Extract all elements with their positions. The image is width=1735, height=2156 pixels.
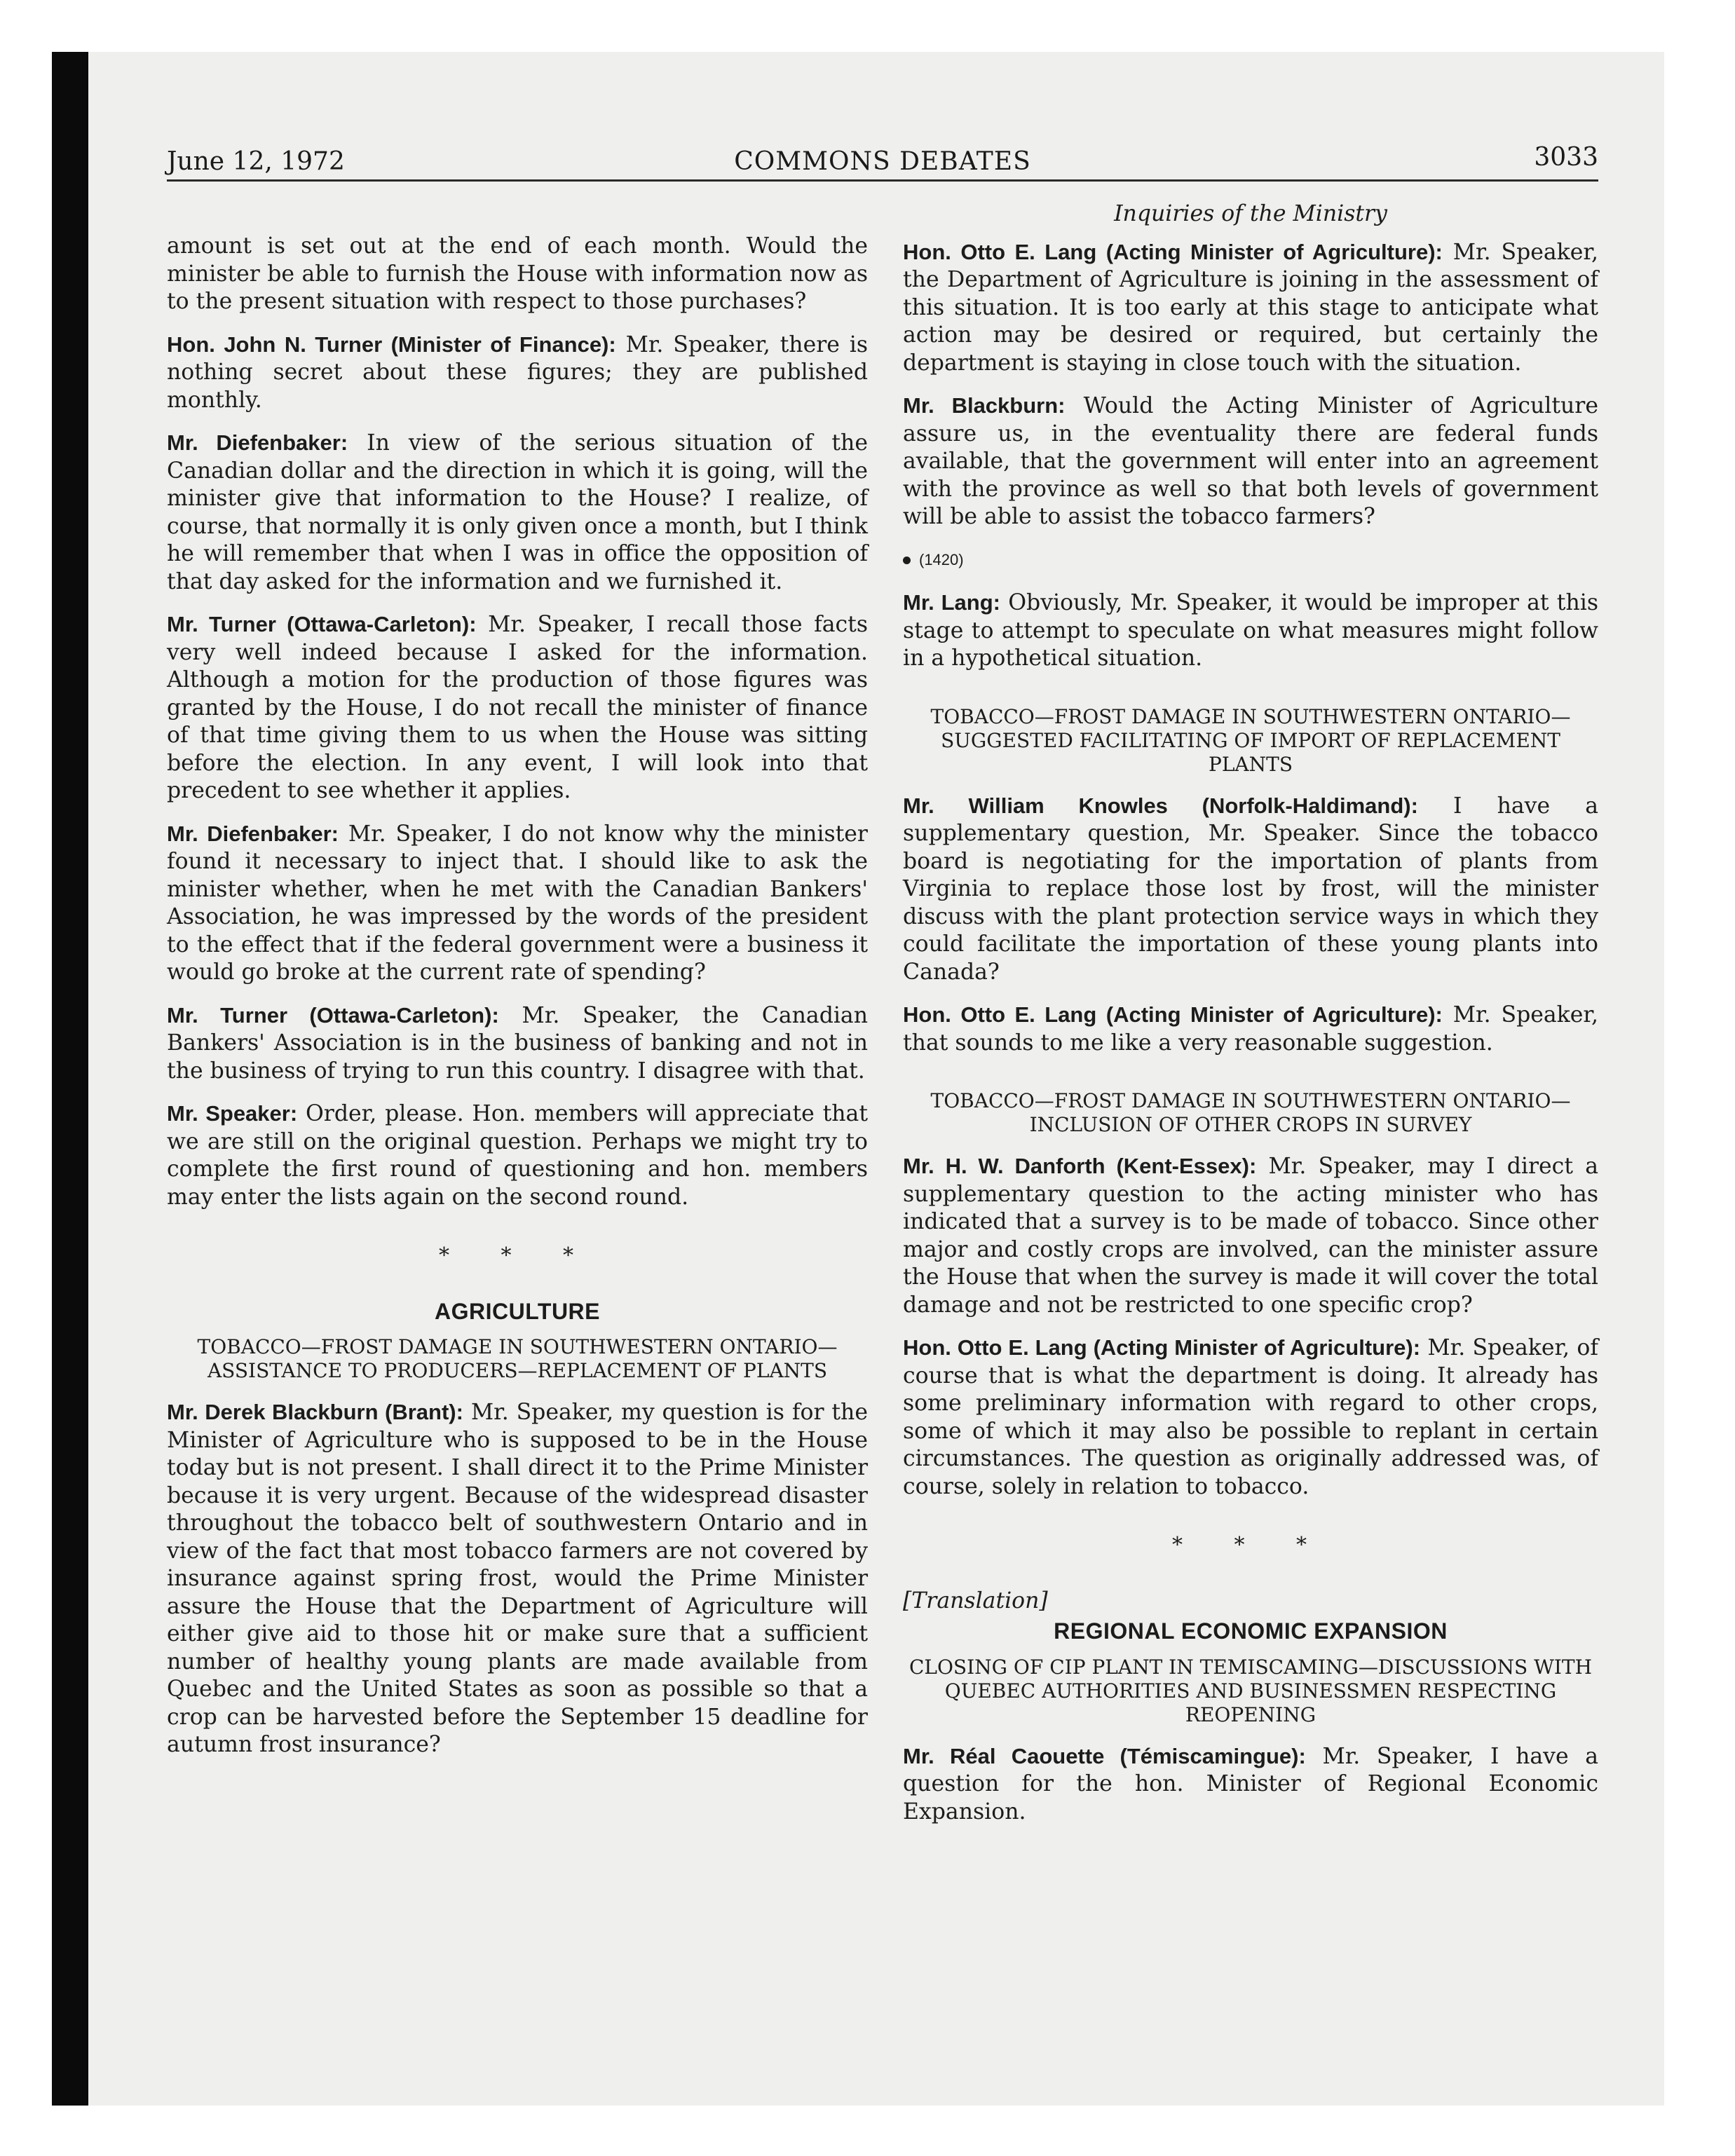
speaker-name: Mr. Derek Blackburn (Brant):: [167, 1400, 463, 1424]
paragraph-text: amount is set out at the end of each month. Would the minister be able to furnish the House with information now as to the present situation with respect to those purchases?: [167, 233, 868, 314]
translation-note: [Translation]: [903, 1588, 1048, 1613]
paragraph: [167, 820, 868, 987]
header-title: COMMONS DEBATES: [734, 147, 1031, 176]
paragraph: [903, 238, 1598, 378]
speaker-name: Mr. Lang:: [903, 590, 1000, 615]
subheading: TOBACCO—FROST DAMAGE IN SOUTHWESTERN ONTARIO—INCLUSION OF OTHER CROPS IN SURVEY: [930, 1089, 1571, 1136]
paragraph: [167, 429, 868, 596]
header-rule: [167, 179, 1598, 182]
paragraph: [167, 1002, 868, 1086]
paragraph: [167, 610, 868, 805]
speaker-name: Hon. Otto E. Lang (Acting Minister of Agriculture):: [903, 1002, 1443, 1027]
speech-text: Mr. Speaker, I recall those facts very well indeed because I asked for the information. Although a motion for the production of those figures was granted by the House, I do not recall the minister of finance of that time giving them to us when the House was sitting before the election. In any event, I will look into that precedent to see whether it applies.: [167, 612, 868, 803]
speaker-name: Mr. H. W. Danforth (Kent-Essex):: [903, 1154, 1257, 1178]
paragraph: [167, 331, 868, 415]
page-header: [167, 140, 1598, 179]
section-separator: * * *: [438, 1243, 597, 1268]
speaker-name: Mr. Speaker:: [167, 1101, 298, 1126]
speaker-name: Hon. Otto E. Lang (Acting Minister of Agriculture):: [903, 239, 1443, 264]
speech-text: Mr. Speaker, the Canadian Bankers' Association is in the business of banking and not in the business of trying to run this country. I disagree with that.: [167, 1002, 868, 1084]
binding-edge: [52, 52, 88, 2106]
speech-text: Mr. Speaker, my question is for the Minister of Agriculture who is supposed to be in the House today but is not present. I shall direct it to the Prime Minister because it is very urgent. Because of the widespread disaster throughout the tobacco belt of southwestern Ontario and in view of the fact that most tobacco farmers are not covered by insurance against spring frost, would the Prime Minister assure the House that the Department of Agriculture will either give aid to those hit or make sure that a sufficient number of healthy young plants are made available from Quebec and the United States as soon as possible so that a crop can be harvested before the September 15 deadline for autumn frost insurance?: [167, 1400, 868, 1757]
speech-text: Mr. Speaker, there is nothing secret about these figures; they are published monthly.: [167, 332, 869, 413]
subheading: CLOSING OF CIP PLANT IN TEMISCAMING—DISCUSSIONS WITH QUEBEC AUTHORITIES AND BUSINESSMEN RESPECTING REOPENING: [909, 1655, 1593, 1726]
speech-text: Would the Acting Minister of Agriculture assure us, in the eventuality there are federal funds available, that the government will enter into an agreement with the province as well so that both levels of government will be able to assist the tobacco farmers?: [903, 393, 1599, 529]
speech-text: Mr. Speaker, the Department of Agriculture is joining in the assessment of this situation. It is too early at this stage to anticipate what action may be desired or required, but certainly the department is staying in close touch with the situation.: [903, 239, 1598, 376]
paragraph: [903, 392, 1598, 531]
speaker-name: Mr. William Knowles (Norfolk-Haldimand):: [903, 793, 1418, 818]
speech-text: I have a supplementary question, Mr. Speaker. Since the tobacco board is negotiating for the importation of plants from Virginia to replace those lost by frost, will the minister discuss with the plant protection service ways in which they could facilitate the importation of these young plants into Canada?: [903, 793, 1598, 985]
speaker-name: Mr. Turner (Ottawa-Carleton):: [167, 1002, 499, 1028]
speech-text: Mr. Speaker, I have a question for the hon. Minister of Regional Economic Expansion.: [903, 1743, 1598, 1824]
speech-text: Mr. Speaker, I do not know why the minister found it necessary to inject that. I should like to ask the minister whether, when he met with the Canadian Bankers' Association, he was impressed by the words of the president to the effect that if the federal government were a business it would go broke at the current rate of spending?: [167, 821, 868, 985]
paragraph: [167, 233, 868, 316]
section-separator: * * *: [1171, 1533, 1330, 1557]
speech-text: Mr. Speaker, of course that is what the department is doing. It already has some preliminary information with regard to other crops, some of which it may also be possible to replant in certain circumstances. The question as originally addressed was, of course, solely in relation to tobacco.: [903, 1335, 1599, 1499]
speech-text: Mr. Speaker, may I direct a supplementary question to the acting minister who has indicated that a survey is to be made of tobacco. Since other major and costly crops are involved, can the minister assure the House that when the survey is made it will cover the total damage and not be restricted to one specific crop?: [903, 1154, 1598, 1318]
speech-text: Obviously, Mr. Speaker, it would be improper at this stage to attempt to speculate on what measures might follow in a hypothetical situation.: [903, 590, 1598, 671]
paragraph: [167, 1398, 868, 1759]
bullet-icon: [903, 557, 911, 564]
section-title: AGRICULTURE: [435, 1298, 600, 1324]
timestamp-text: (1420): [919, 550, 964, 568]
paragraph: [903, 1152, 1598, 1319]
speaker-name: Hon. Otto E. Lang (Acting Minister of Agriculture):: [903, 1335, 1421, 1360]
paragraph: [903, 792, 1598, 987]
left-column: [167, 233, 868, 1774]
paragraph: [903, 1742, 1598, 1827]
speech-text: Order, please. Hon. members will appreciate that we are still on the original question. Perhaps we might try to complete the first round of questioning and hon. members may enter the lists again on the second round.: [167, 1101, 868, 1210]
speaker-name: Hon. John N. Turner (Minister of Finance):: [167, 332, 616, 357]
speaker-name: Mr. Diefenbaker:: [167, 430, 348, 455]
running-head: Inquiries of the Ministry: [1114, 201, 1387, 226]
speaker-name: Mr. Turner (Ottawa-Carleton):: [167, 612, 477, 636]
right-column: [903, 200, 1598, 1841]
paragraph: [903, 589, 1598, 673]
subheading: TOBACCO—FROST DAMAGE IN SOUTHWESTERN ONTARIO—SUGGESTED FACILITATING OF IMPORT OF REPLACEMENT PLANTS: [930, 704, 1571, 776]
section-title: REGIONAL ECONOMIC EXPANSION: [1054, 1618, 1448, 1644]
timestamp: [903, 546, 1598, 574]
speaker-name: Mr. Réal Caouette (Témiscamingue):: [903, 1743, 1306, 1768]
header-date: June 12, 1972: [167, 147, 345, 176]
page-number: 3033: [1534, 143, 1598, 172]
paragraph: [903, 1334, 1598, 1501]
paragraph: [167, 1100, 868, 1211]
speaker-name: Mr. Diefenbaker:: [167, 821, 339, 846]
speech-text: In view of the serious situation of the Canadian dollar and the direction in which it is going, will the minister give that information to the House? I realize, of course, that normally it is only given once a month, but I think he will remember that when I was in office the opposition of that day asked for the information and we furnished it.: [167, 430, 868, 594]
speech-text: Mr. Speaker, that sounds to me like a very reasonable suggestion.: [903, 1002, 1598, 1056]
paragraph: [903, 1001, 1598, 1057]
speaker-name: Mr. Blackburn:: [903, 393, 1066, 418]
subheading: TOBACCO—FROST DAMAGE IN SOUTHWESTERN ONTARIO—ASSISTANCE TO PRODUCERS—REPLACEMENT OF PLANTS: [197, 1335, 838, 1382]
